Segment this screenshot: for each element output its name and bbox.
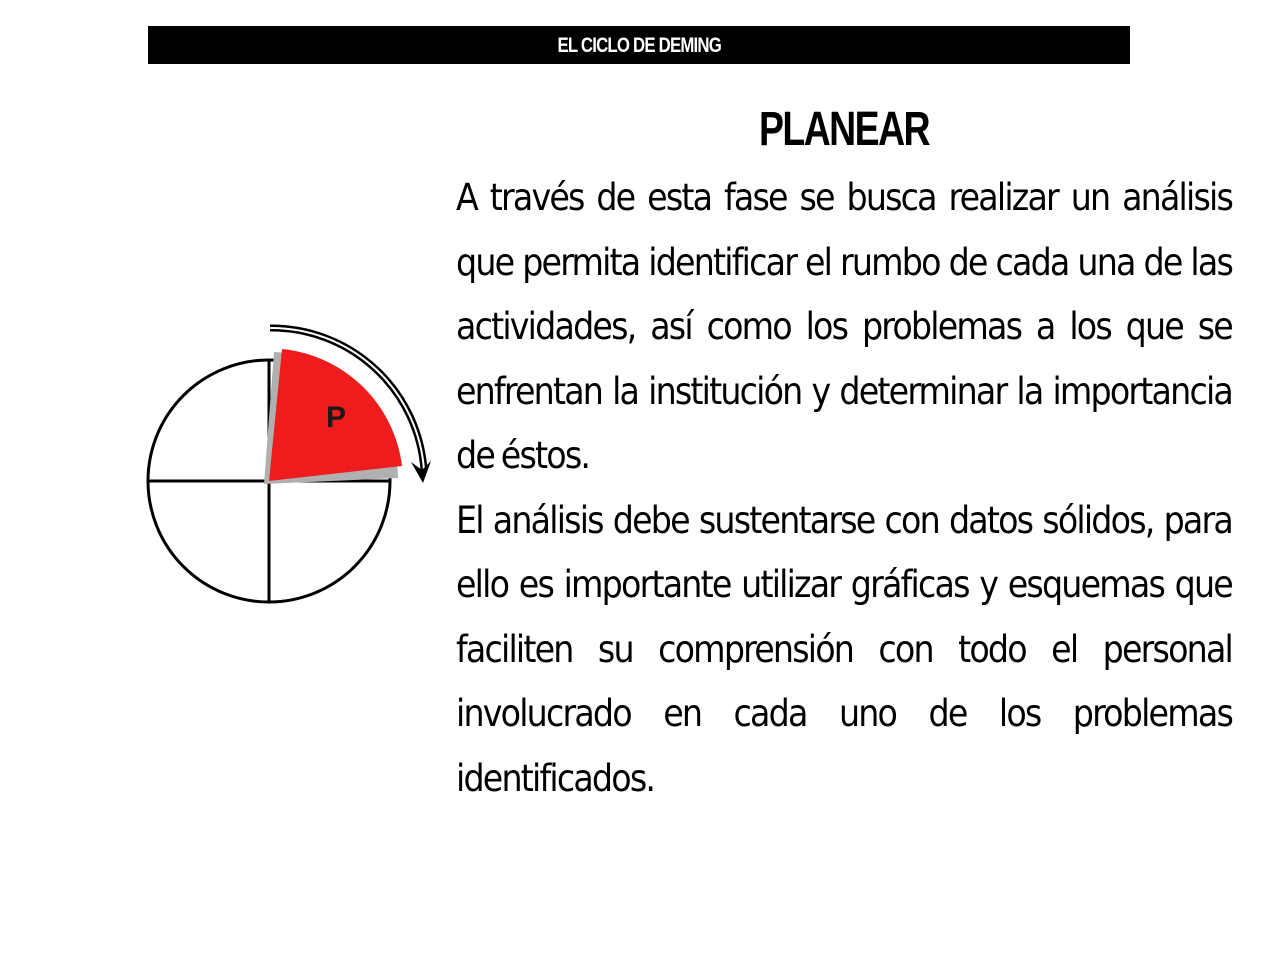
deming-cycle-diagram: [130, 318, 450, 618]
segment-label-p: P: [325, 401, 347, 434]
page-title: EL CICLO DE DEMING: [557, 34, 721, 57]
body-text: [456, 166, 1232, 811]
paragraph: A través de esta fase se busca realizar un análisis que permita identificar el rumbo de cada una de las actividades, así como los problemas a los que se enfrentan la institución y determinar la importancia de éstos.: [456, 176, 1232, 477]
heading-text: PLANEAR: [758, 103, 930, 156]
paragraph: El análisis debe sustentarse con datos sólidos, para ello es importante utilizar gráficas y esquemas que faciliten su comprensión con todo el personal involucrado en cada uno de los problemas identificados.: [456, 498, 1232, 800]
title-bar: [148, 26, 1130, 64]
section-heading: [456, 98, 1232, 162]
